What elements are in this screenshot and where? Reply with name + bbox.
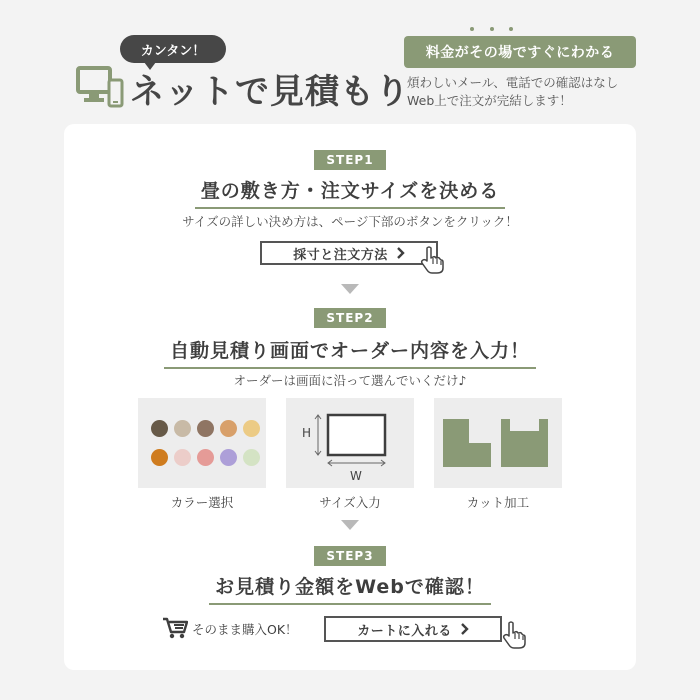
color-swatch (243, 449, 260, 466)
pointer-hand-icon (420, 246, 444, 274)
pointer-hand-icon (502, 621, 526, 649)
step1-subtitle: サイズの詳しい決め方は、ページ下部のボタンをクリック！ (182, 214, 518, 229)
size-h-label: H (302, 426, 312, 440)
color-swatch (220, 449, 237, 466)
color-swatch (151, 420, 168, 437)
color-select-option (138, 398, 266, 488)
kantan-bubble: カンタン！ (120, 35, 226, 63)
step1-title (64, 176, 636, 209)
header-desc-line2: Web上で注文が完結します！ (407, 93, 572, 108)
step3-tag: STEP3 (314, 546, 386, 566)
add-to-cart-button[interactable] (324, 616, 502, 642)
color-swatch (197, 420, 214, 437)
color-swatch (243, 420, 260, 437)
header-desc-line1: 煩わしいメール、電話での確認はなし (407, 75, 619, 90)
color-swatch (220, 420, 237, 437)
steps-card (64, 124, 636, 670)
shopping-cart-icon (162, 616, 188, 640)
size-input-option (286, 398, 414, 488)
chevron-right-icon (460, 623, 469, 635)
step-arrow-2 (341, 520, 359, 530)
size-input-label: サイズ入力 (319, 495, 381, 510)
measure-button-label: 採寸と注文方法 (293, 247, 388, 263)
color-swatch (151, 449, 168, 466)
step3-title (64, 572, 636, 605)
header-description (407, 74, 618, 110)
color-select-label: カラー選択 (170, 495, 234, 510)
step2-subtitle: オーダーは画面に沿って選んでいくだけ♪ (233, 373, 467, 388)
color-swatch (174, 420, 191, 437)
cut-processing-label: カット加工 (466, 495, 530, 510)
size-w-label: W (350, 469, 362, 483)
chevron-right-icon (396, 247, 405, 259)
buy-now-text: そのまま購入OK！ (192, 622, 298, 637)
cut-processing-option (434, 398, 562, 488)
emphasis-dots (468, 27, 518, 35)
step-arrow-1 (341, 284, 359, 294)
step2-title (64, 336, 636, 369)
page-title: ネットで見積もり (130, 72, 410, 112)
step2-tag: STEP2 (314, 308, 386, 328)
color-swatch (197, 449, 214, 466)
step1-tag: STEP1 (314, 150, 386, 170)
color-swatch (174, 449, 191, 466)
add-to-cart-label: カートに入れる (357, 623, 452, 639)
cut-shape-icon (434, 398, 562, 488)
computer-icon (76, 66, 124, 108)
step1-title-text: 畳の敷き方・注文サイズを決める (195, 176, 505, 209)
measure-order-method-button[interactable] (260, 241, 438, 265)
step3-title-text: お見積り金額をWebで確認！ (209, 572, 491, 605)
step2-title-text: 自動見積り画面でオーダー内容を入力！ (164, 336, 536, 369)
instant-price-badge: 料金がその場ですぐにわかる (404, 36, 636, 68)
